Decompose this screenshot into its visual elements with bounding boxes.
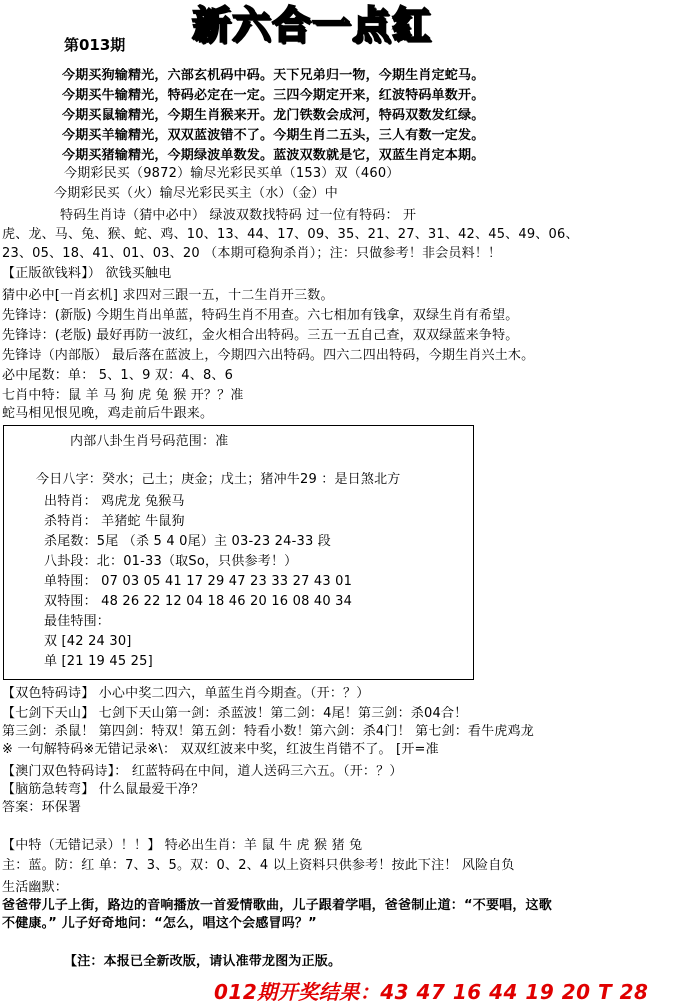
tema-title: 特码生肖诗（猜中必中） 绿波双数找特码 过一位有特码： 开 (60, 208, 417, 223)
caimin-line-1: 今期彩民买（9872）输尽光彩民买单（153）双（460） (64, 166, 400, 181)
poem-line-5: 今期买猪输精光，今期绿波单数发。蓝波双数就是它，双蓝生肖定本期。 (62, 148, 485, 163)
box-sha-weishu: 杀尾数：5尾 （杀 5 4 0尾）主 03-23 24-33 段 (44, 534, 331, 549)
box-bazi: 今日八字：癸水；己土；庚金；戊土；猪冲牛29 ：是日煞北方 (36, 472, 401, 487)
box-best-title: 最佳特围： (44, 614, 111, 629)
box-best-shuang: 双 [42 24 30] (44, 634, 132, 649)
section-biwei: 必中尾数：单： 5、1、9 双：4、8、6 (2, 368, 234, 383)
logo-title: 新六合一点红 (192, 3, 433, 47)
aomen-poem: 【澳门双色特码诗】： 红蓝特码在中间，道人送码三六五。（开：？） (2, 764, 403, 779)
box-best-dan: 单 [21 19 45 25] (44, 654, 153, 669)
poem-line-2: 今期买牛输精光，特码必定在一定。三四今期定开来，红波特码单数开。 (62, 88, 485, 103)
zhongte-title: 【中特（无错记录）！！】 特必出生肖：羊 鼠 牛 虎 猴 猪 兔 (2, 838, 363, 853)
shuangse-poem: 【双色特码诗】 小心中奖二四六，单蓝生肖今期查。（开：？） (2, 686, 370, 701)
draw-result: 012期开奖结果：43 47 16 44 19 20 T 28 (214, 980, 649, 1004)
section-xianfeng-old: 先锋诗：(老版) 最好再防一波红，金火相合出特码。三五一五自己查，双双绿蓝来争特。 (2, 328, 519, 343)
section-yuqian: 【正版欲钱料】） 欲钱买触电 (2, 266, 172, 281)
naojin-answer: 答案：环保署 (2, 800, 82, 815)
humor-line-1: 爸爸带儿子上街，路边的音响播放一首爱情歌曲，儿子跟着学唱，爸爸制止道：“不要唱，这歌 (2, 898, 552, 913)
yiju-jie-tema: ※ 一句解特码※无错记录※\： 双双红波来中奖，红波生肖错不了。 [开=准 (2, 742, 439, 757)
section-xianfeng-inner: 先锋诗（内部版） 最后落在蓝波上，今期四六出特码。四六二四出特码，今期生肖兴土木。 (2, 348, 535, 363)
poem-line-3: 今期买鼠输精光，今期生肖猴来开。龙门铁数会成河，特码双数发红绿。 (62, 108, 485, 123)
section-xianfeng-new: 先锋诗：(新版) 今期生肖出单蓝，特码生肖不用查。六七相加有钱拿，双绿生肖有希望。 (2, 308, 519, 323)
edition-note: 【注：本报已全新改版，请认准带龙图为正版。 (64, 954, 342, 969)
box-chu-texiao: 出特肖： 鸡虎龙 兔猴马 (44, 494, 185, 509)
box-bagua-duan: 八卦段：北：01-33（取So，只供参考！） (44, 554, 298, 569)
box-sha-texiao: 杀特肖： 羊猪蛇 牛鼠狗 (44, 514, 185, 529)
qijian-title: 【七剑下天山】 七剑下天山第一剑：杀蓝波！第二剑：4尾！第三剑：杀04合！ (2, 706, 468, 721)
poem-line-4: 今期买羊输精光，双双蓝波错不了。今期生肖二五头，三人有数一定发。 (62, 128, 485, 143)
zhongte-detail: 主：蓝。防：红 单：7、3、5。双：0、2、4 以上资料只供参考！按此下注！ 风险自负 (2, 858, 515, 873)
section-shema: 蛇马相见恨见晚，鸡走前后牛跟来。 (2, 406, 214, 421)
tema-note: 23、05、18、41、01、03、20 （本期可稳狗杀肖）；注：只做参考！非会员料！！ (2, 246, 502, 261)
humor-title: 生活幽默： (2, 880, 69, 895)
caimin-line-2: 今期彩民买（火）输尽光彩民买主（水）（金）中 (54, 186, 338, 201)
qijian-line: 第三剑：杀鼠！ 第四剑：特双！第五剑：特看小数！第六剑：杀4门！ 第七剑：看牛虎鸡龙 (2, 724, 534, 739)
section-qixiao: 七肖中特：鼠 羊 马 狗 虎 兔 猴 开？？准 (2, 388, 244, 403)
poem-line-1: 今期买狗输精光，六部玄机码中码。天下兄弟归一物，今期生肖定蛇马。 (62, 68, 485, 83)
box-dan-tewei: 单特围： 07 03 05 41 17 29 47 23 33 27 43 01 (44, 574, 353, 589)
humor-line-2: 不健康。” 儿子好奇地问：“怎么，唱这个会感冒吗？” (2, 916, 317, 931)
tema-numbers: 虎、龙、马、兔、猴、蛇、鸡、10、13、44、17、09、35、21、27、31、42、45、49、06、 (2, 227, 579, 242)
box-shuang-tewei: 双特围： 48 26 22 12 04 18 46 20 16 08 40 34 (44, 594, 353, 609)
box-title: 内部八卦生肖号码范围：准 (70, 434, 229, 449)
naojin-question: 【脑筋急转弯】 什么鼠最爱干净？ (2, 782, 205, 797)
section-yixiao: 猜中必中[一肖玄机] 求四对三跟一五，十二生肖开三数。 (2, 288, 334, 303)
issue-number: 第013期 (64, 36, 126, 54)
